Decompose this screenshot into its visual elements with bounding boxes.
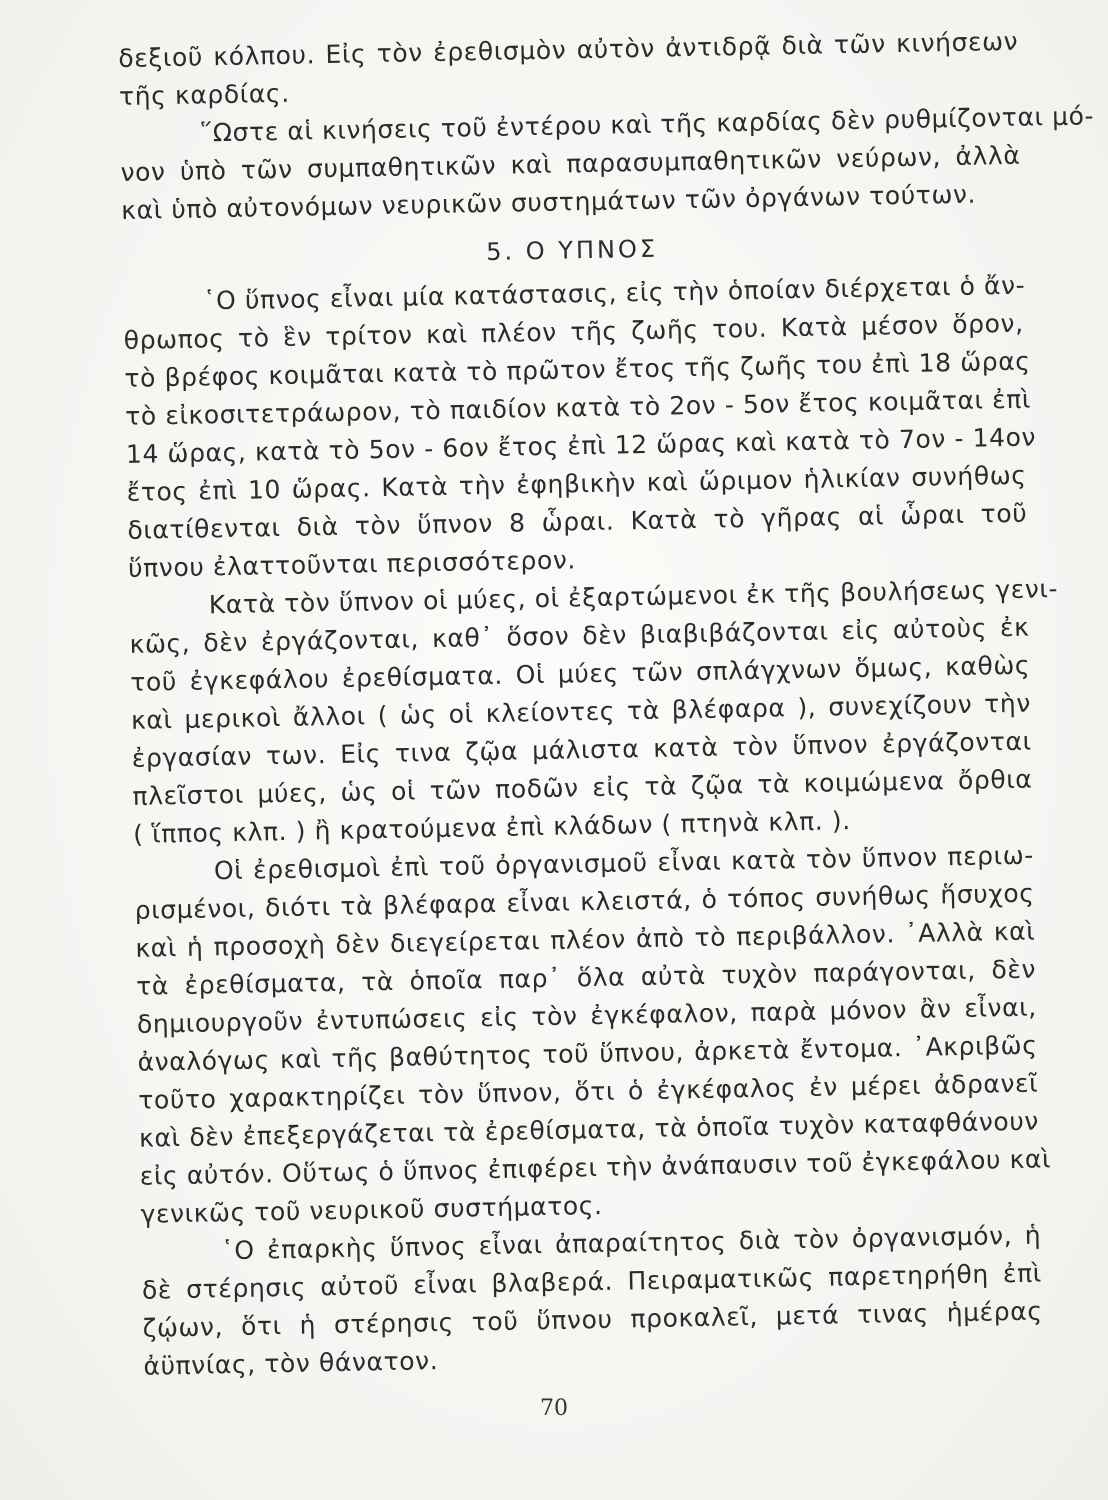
text-block [118, 23, 1095, 1386]
text-line: ( ἵππος κλπ. ) ἢ κρατούμενα ἐπὶ κλάδων ( πτηνὰ κλπ. ). [132, 806, 851, 849]
text-line: τοῦ ἐγκεφάλου ἐρεθίσματα. Οἱ μύες τῶν σπλάγχνων ὅμως, καθὼς [130, 650, 1031, 697]
page-number: 70 [540, 1396, 568, 1421]
text-line: ἐργασίαν των. Εἰς τινα ζῷα μάλιστα κατὰ τὸν ὕπνον ἐργάζονται [131, 726, 1032, 773]
text-line: καὶ δὲν ἐπεξεργάζεται τὰ ἐρεθίσματα, τὰ ὁποῖα τυχὸν καταφθάνουν [138, 1106, 1040, 1153]
text-line: ἀναλόγως καὶ τῆς βαθύτητος τοῦ ὕπνου, ἀρκετὰ ἔντομα. ᾽Ακριβῶς [137, 1030, 1038, 1077]
text-line: κῶς, δὲν ἐργάζονται, καθ᾽ ὅσον δὲν βιαβιβάζονται εἰς αὐτοὺς ἐκ [129, 612, 1030, 659]
text-line: δὲ στέρησις αὐτοῦ εἶναι βλαβερά. Πειραματικῶς παρετηρήθη ἐπὶ [141, 1258, 1043, 1305]
text-line: τῆς καρδίας. [118, 78, 290, 111]
text-line: καὶ ὑπὸ αὐτονόμων νευρικῶν συστημάτων τῶν ὀργάνων τούτων. [120, 179, 977, 225]
intro-paragraphs [118, 23, 1095, 230]
text-line: ὕπνου ἐλαττοῦνται περισσότερον. [127, 545, 577, 583]
text-line: ρισμένοι, διότι τὰ βλέφαρα εἶναι κλειστά, ὁ τόπος συνήθως ἥσυχος [134, 878, 1035, 925]
text-line: γενικῶς τοῦ νευρικοῦ συστήματος. [140, 1190, 603, 1229]
text-line: ἔτος ἐπὶ 10 ὥρας. Κατὰ τὴν ἐφηβικὴν καὶ ὥριμον ἡλικίαν συνήθως [126, 460, 1027, 507]
text-line: ῾Ο ὕπνος εἶναι μία κατάστασις, εἰς τὴν ὁποίαν διέρχεται ὁ ἄν- [202, 270, 1026, 316]
text-line: τοῦτο χαρακτηρίζει τὸν ὕπνον, ὅτι ὁ ἐγκέφαλος ἐν μέρει ἀδρανεῖ [138, 1068, 1039, 1115]
text-line: δημιουργοῦν ἐντυπώσεις εἰς τὸν ἐγκέφαλον, παρὰ μόνον ἂν εἶναι, [136, 992, 1038, 1039]
text-line: νον ὑπὸ τῶν συμπαθητικῶν καὶ παρασυμπαθητικῶν νεύρων, ἀλλὰ [120, 140, 1021, 187]
text-line: 14 ὥρας, κατὰ τὸ 5ον - 6ον ἔτος ἐπὶ 12 ὥρας καὶ κατὰ τὸ 7ον - 14ον [125, 422, 1037, 469]
text-line: θρωπος τὸ ἓν τρίτον καὶ πλέον τῆς ζωῆς του. Κατὰ μέσον ὅρον, [123, 308, 1024, 355]
text-line: Κατὰ τὸν ὕπνον οἱ μύες, οἱ ἐξαρτώμενοι ἐκ τῆς βουλήσεως γενι- [208, 574, 1059, 620]
text-line: ζῴων, ὅτι ἡ στέρησις τοῦ ὕπνου προκαλεῖ, μετά τινας ἡμέρας [142, 1296, 1043, 1343]
text-line: πλεῖστοι μύες, ὡς οἱ τῶν ποδῶν εἰς τὰ ζῷα τὰ κοιμώμενα ὄρθια [132, 764, 1033, 811]
text-line: τὸ βρέφος κοιμᾶται κατὰ τὸ πρῶτον ἔτος τῆς ζωῆς του ἐπὶ 18 ὥρας [124, 346, 1031, 393]
text-line: δεξιοῦ κόλπου. Εἰς τὸν ἐρεθισμὸν αὐτὸν ἀντιδρᾷ διὰ τῶν κινήσεων [118, 26, 1019, 73]
text-line: καὶ ἡ προσοχὴ δὲν διεγείρεται πλέον ἀπὸ τὸ περιβάλλον. ᾽Αλλὰ καὶ [135, 916, 1036, 963]
text-line: διατίθενται διὰ τὸν ὕπνον 8 ὧραι. Κατὰ τὸ γῆρας αἱ ὧραι τοῦ [127, 498, 1028, 545]
text-line: εἰς αὐτόν. Οὕτως ὁ ὕπνος ἐπιφέρει τὴν ἀνάπαυσιν τοῦ ἐγκεφάλου καὶ [139, 1144, 1052, 1191]
text-line: καὶ μερικοὶ ἄλλοι ( ὡς οἱ κλείοντες τὰ βλέφαρα ), συνεχίζουν τὴν [130, 688, 1032, 735]
text-line: τὸ εἰκοσιτετράωρον, τὸ παιδίον κατὰ τὸ 2ον - 5ον ἔτος κοιμᾶται ἐπὶ [124, 384, 1032, 431]
text-line: ῾Ο ἐπαρκὴς ὕπνος εἶναι ἀπαραίτητος διὰ τὸν ὀργανισμόν, ἡ [220, 1220, 1042, 1266]
text-line: ἀϋπνίας, τὸν θάνατον. [143, 1346, 439, 1381]
text-line: Οἱ ἐρεθισμοὶ ἐπὶ τοῦ ὀργανισμοῦ εἶναι κατὰ τὸν ὕπνον περιω- [213, 840, 1035, 886]
sleep-section-body [123, 267, 1059, 1386]
text-line: τὰ ἐρεθίσματα, τὰ ὁποῖα παρ᾽ ὅλα αὐτὰ τυχὸν παράγονται, δὲν [135, 954, 1037, 1001]
text-line: ῞Ωστε αἱ κινήσεις τοῦ ἐντέρου καὶ τῆς καρδίας δὲν ρυθμίζονται μό- [199, 101, 1095, 148]
section-heading: 5. Ο ΥΠΝΟΣ [485, 234, 659, 266]
